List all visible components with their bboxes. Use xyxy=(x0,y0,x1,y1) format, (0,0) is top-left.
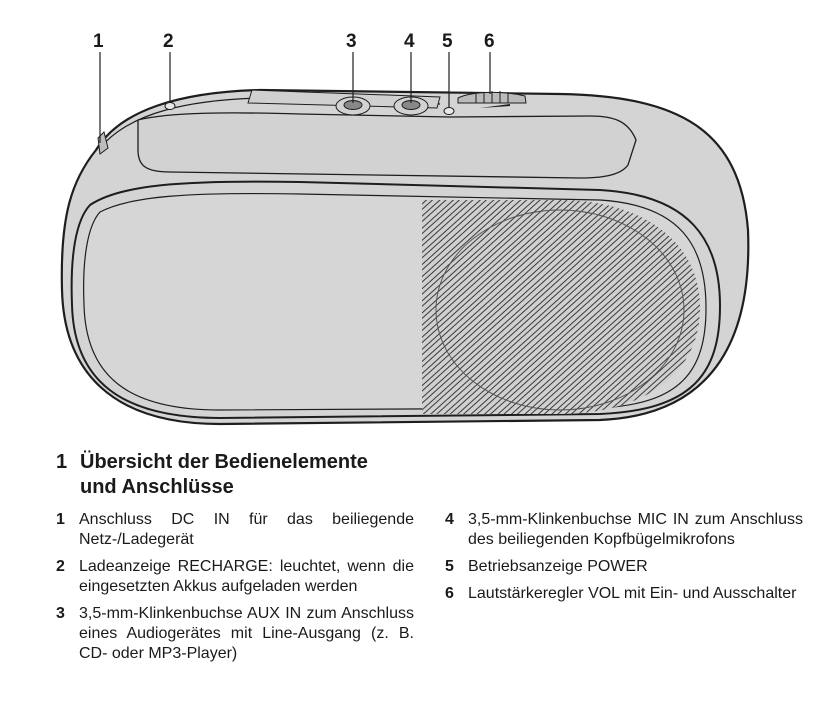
legend-item-text: 3,5-mm-Klinkenbuchse AUX IN zum Anschluss eines Audiogerätes mit Line-Ausgang (z. B. CD- oder MP3-Player) xyxy=(79,605,414,662)
legend-item xyxy=(56,604,414,664)
legend-item-number: 4 xyxy=(445,511,454,528)
legend-item-number: 3 xyxy=(56,605,65,622)
legend-item-number: 6 xyxy=(445,585,454,602)
legend-item xyxy=(56,557,414,597)
legend-item-text: Ladeanzeige RECHARGE: leuchtet, wenn die eingesetzten Akkus aufgeladen werden xyxy=(79,558,414,595)
callout-5: 5 xyxy=(442,31,453,52)
callout-6: 6 xyxy=(484,31,495,52)
callout-1: 1 xyxy=(93,31,104,52)
legend-item-number: 1 xyxy=(56,511,65,528)
section-heading xyxy=(56,450,368,500)
legend-item xyxy=(56,510,414,550)
callout-3: 3 xyxy=(346,31,357,52)
legend-item xyxy=(445,557,803,577)
legend-item-text: Anschluss DC IN für das beiliegende Netz-/Ladegerät xyxy=(79,511,414,548)
legend-item-text: Lautstärkeregler VOL mit Ein- und Ausschalter xyxy=(468,585,797,602)
legend-item xyxy=(445,584,803,604)
legend-item xyxy=(445,510,803,550)
callout-2: 2 xyxy=(163,31,174,52)
legend-item-number: 5 xyxy=(445,558,454,575)
section-title-line1: Übersicht der Bedienelemente xyxy=(80,451,368,473)
legend-column-left xyxy=(56,510,414,671)
legend-item-text: Betriebsanzeige POWER xyxy=(468,558,648,575)
callout-4: 4 xyxy=(404,31,415,52)
legend-column-right xyxy=(445,510,803,611)
legend-item-text: 3,5-mm-Klinkenbuchse MIC IN zum Anschluss des beiliegenden Kopfbügelmikrofons xyxy=(468,511,803,548)
legend-item-number: 2 xyxy=(56,558,65,575)
section-number: 1 xyxy=(56,451,68,473)
section-title-line2: und Anschlüsse xyxy=(80,476,234,498)
